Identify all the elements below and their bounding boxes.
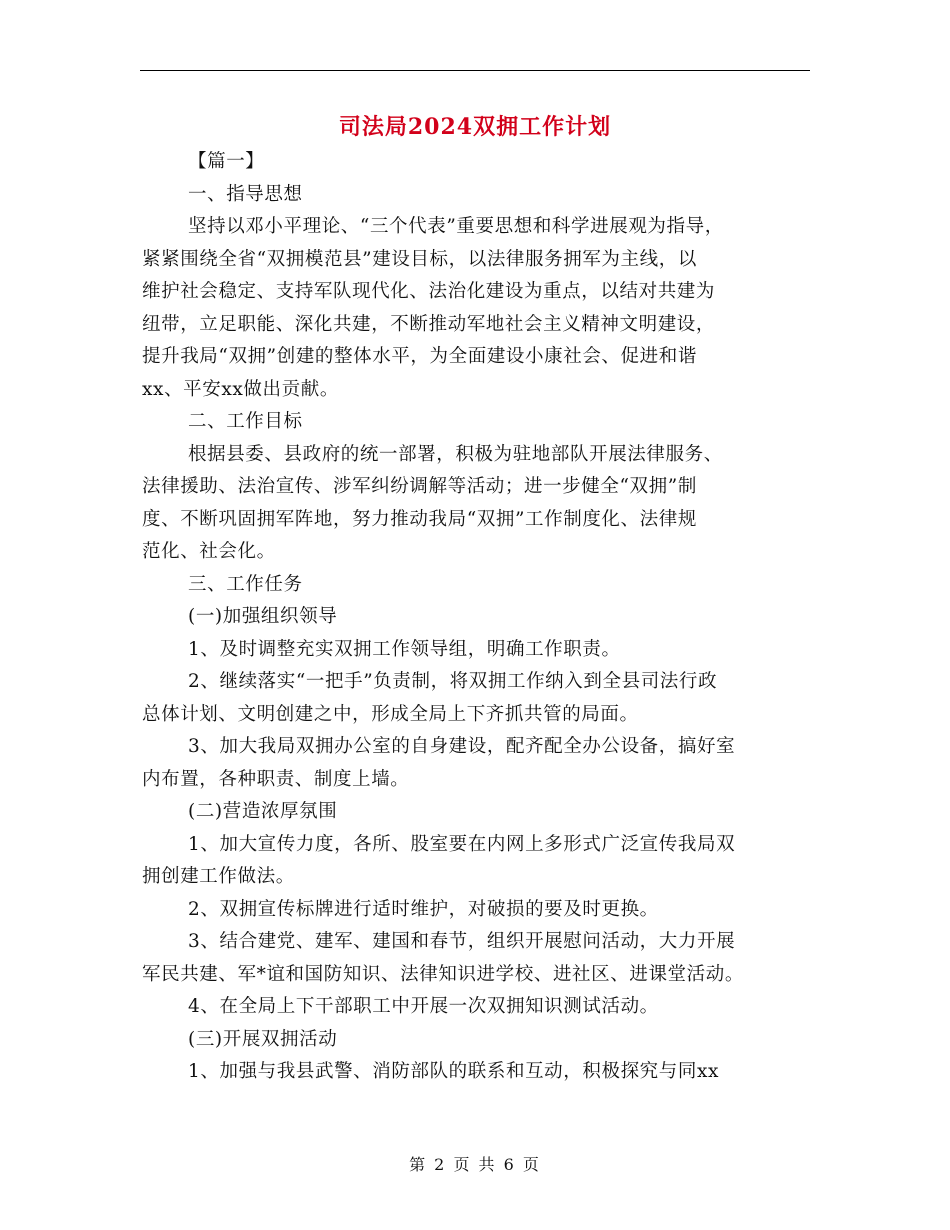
body-line: 拥创建工作做法。 [142, 866, 295, 887]
body-line: 提升我局“双拥”创建的整体水平，为全面建设小康社会、促进和谐 [142, 346, 697, 367]
body-line: 2、双拥宣传标牌进行适时维护，对破损的要及时更换。 [188, 898, 659, 920]
body-line: 纽带，立足职能、深化共建，不断推动军地社会主义精神文明建设， [142, 313, 716, 335]
body-line: 1、及时调整充实双拥工作领导组，明确工作职责。 [188, 638, 621, 660]
body-line: 总体计划、文明创建之中，形成全局上下齐抓共管的局面。 [142, 703, 639, 725]
body-line: 紧紧围绕全省“双拥模范县”建设目标，以法律服务拥军为主线，以 [142, 248, 697, 270]
body-line: 1、加强与我县武警、消防部队的联系和互动，积极探究与同xx [188, 1061, 720, 1082]
body-line: 一、指导思想 [188, 183, 303, 205]
body-line: 范化、社会化。 [142, 541, 276, 562]
body-line: 【篇一】 [188, 151, 265, 172]
page-footer: 第 2 页 共 6 页 [409, 1155, 541, 1174]
body-line: 法律援助、法治宣传、涉军纠纷调解等活动；进一步健全“双拥”制 [142, 476, 697, 497]
document-body [142, 146, 822, 1089]
body-line: 1、加大宣传力度，各所、股室要在内网上多形式广泛宣传我局双 [188, 833, 736, 855]
body-line: 坚持以邓小平理论、“三个代表”重要思想和科学进展观为指导， [188, 216, 724, 237]
document-title: 司法局2024双拥工作计划 [338, 114, 612, 140]
body-line: 内布置，各种职责、制度上墙。 [142, 768, 410, 790]
body-line: 度、不断巩固拥军阵地，努力推动我局“双拥”工作制度化、法律规 [142, 508, 697, 530]
body-line: 三、工作任务 [188, 573, 303, 595]
body-line: 军民共建、军*谊和国防知识、法律知识进学校、进社区、进课堂活动。 [142, 963, 744, 985]
body-line: 3、结合建党、建军、建国和春节，组织开展慰问活动，大力开展 [188, 931, 736, 952]
body-line: (三)开展双拥活动 [188, 1028, 338, 1050]
body-line: 4、在全局上下干部职工中开展一次双拥知识测试活动。 [188, 996, 659, 1017]
header-rule [140, 70, 810, 71]
body-line: 3、加大我局双拥办公室的自身建设，配齐配全办公设备，搞好室 [188, 736, 736, 757]
body-line: (二)营造浓厚氛围 [188, 801, 338, 822]
body-line: 二、工作目标 [188, 411, 303, 432]
body-line: 2、继续落实“一把手”负责制，将双拥工作纳入到全县司法行政 [188, 671, 718, 692]
body-line: (一)加强组织领导 [188, 606, 338, 627]
body-line: 维护社会稳定、支持军队现代化、法治化建设为重点，以结对共建为 [142, 281, 716, 302]
body-line: xx、平安xx做出贡献。 [142, 378, 339, 400]
body-line: 根据县委、县政府的统一部署，积极为驻地部队开展法律服务、 [188, 443, 723, 465]
